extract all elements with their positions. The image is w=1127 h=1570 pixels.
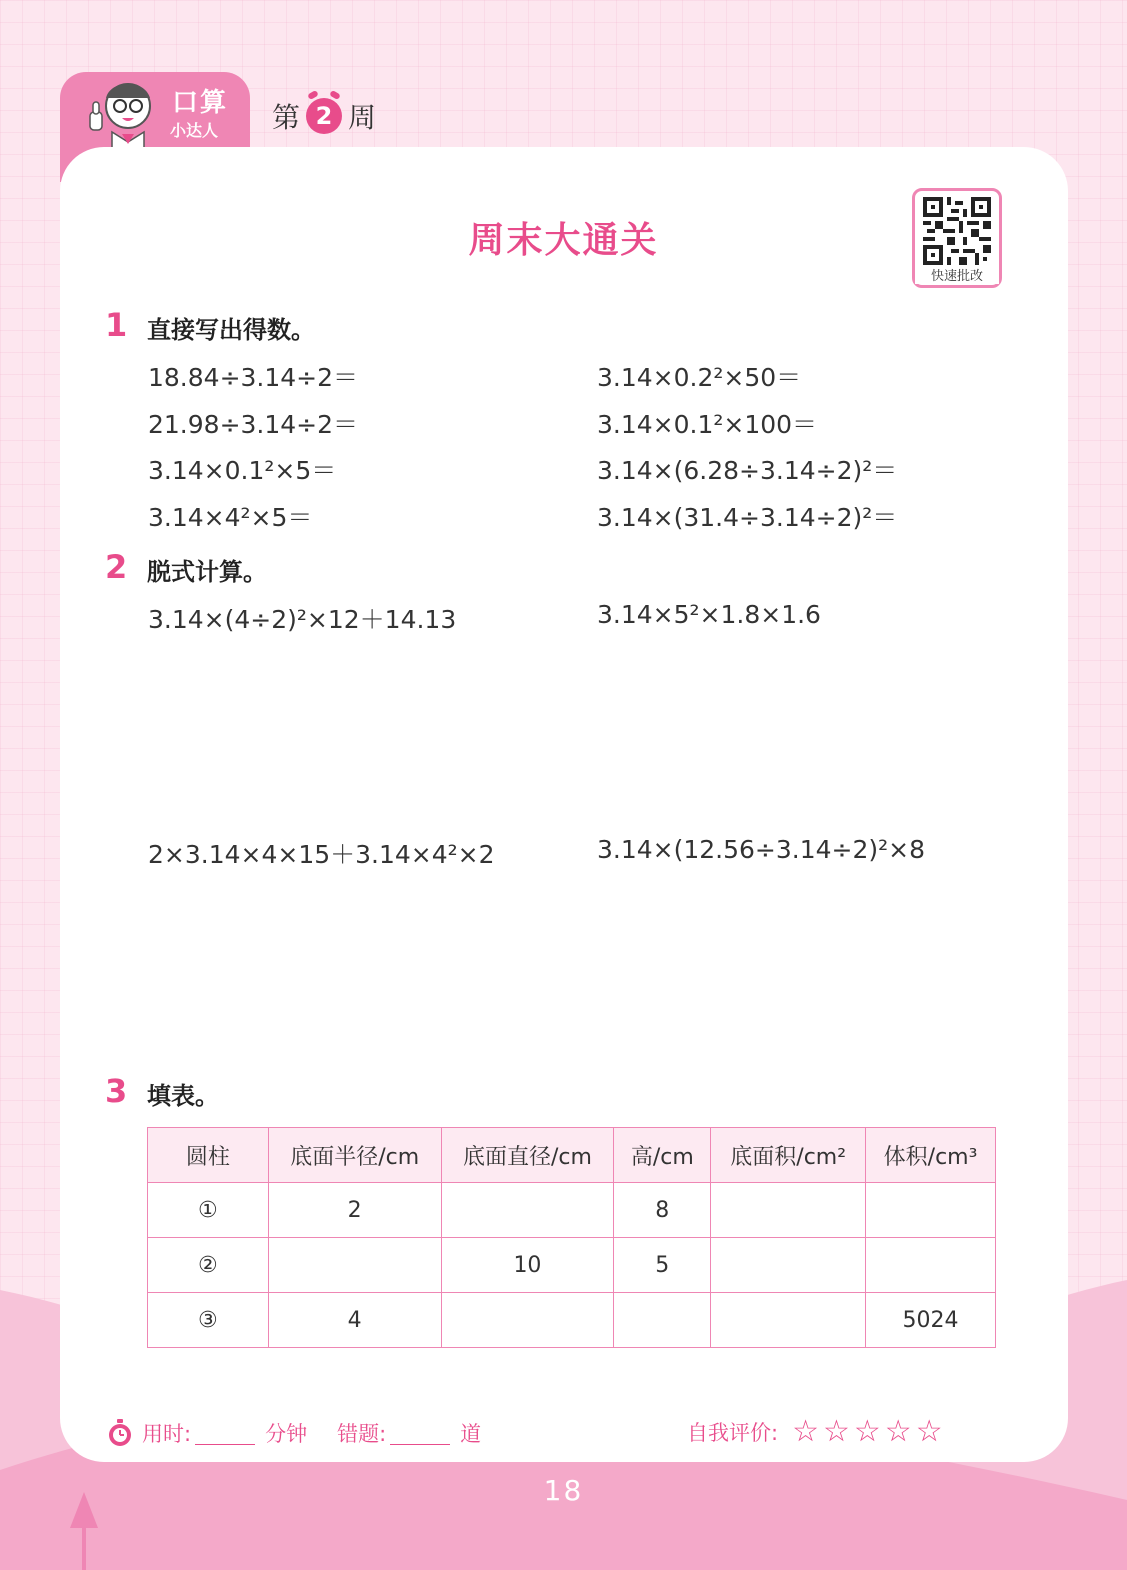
section-2-number: 2 — [105, 548, 128, 586]
table-cell[interactable] — [441, 1183, 614, 1238]
table-row — [148, 1238, 996, 1293]
expr-1-2: 3.14×0.2²×50＝ — [597, 363, 802, 392]
expr-1-7: 3.14×4²×5＝ — [148, 503, 313, 532]
table-header: 高/cm — [614, 1128, 711, 1183]
errors-unit: 道 — [460, 1422, 482, 1446]
cylinder-table — [147, 1127, 996, 1348]
table-cell: 10 — [441, 1238, 614, 1293]
table-cell[interactable] — [711, 1293, 866, 1348]
page-number: 18 — [543, 1474, 584, 1507]
table-cell: 5024 — [866, 1293, 996, 1348]
footer-self-eval — [687, 1414, 943, 1449]
table-cell[interactable] — [268, 1238, 441, 1293]
expr-2-4: 3.14×(12.56÷3.14÷2)²×8 — [597, 835, 926, 864]
star-icon[interactable]: ☆ — [822, 1414, 850, 1449]
table-header-row — [148, 1128, 996, 1183]
qr-label: 快速批改 — [915, 265, 999, 284]
table-cell: 8 — [614, 1183, 711, 1238]
alarm-clock-icon — [306, 98, 342, 134]
table-cell: ① — [148, 1183, 269, 1238]
table-row — [148, 1183, 996, 1238]
badge-title: 口算 — [172, 88, 229, 118]
star-icon[interactable]: ☆ — [915, 1414, 943, 1449]
self-eval-label: 自我评价: — [687, 1420, 779, 1445]
star-icon[interactable]: ☆ — [792, 1414, 819, 1449]
table-cell[interactable] — [866, 1183, 996, 1238]
table-header: 底面半径/cm — [268, 1128, 441, 1183]
section-2-title: 脱式计算。 — [147, 558, 267, 586]
footer-time-errors — [106, 1418, 481, 1448]
table-cell: ② — [148, 1238, 269, 1293]
table-row — [148, 1293, 996, 1348]
expr-2-1: 3.14×(4÷2)²×12＋14.13 — [148, 605, 457, 634]
table-cell: ③ — [148, 1293, 269, 1348]
expr-1-1: 18.84÷3.14÷2＝ — [148, 363, 359, 392]
table-cell[interactable] — [614, 1293, 711, 1348]
section-1-title: 直接写出得数。 — [147, 316, 315, 344]
stopwatch-icon — [106, 1418, 134, 1448]
table-header: 底面积/cm² — [711, 1128, 866, 1183]
week-number: 2 — [315, 102, 333, 130]
errors-blank[interactable] — [390, 1422, 450, 1445]
week-prefix: 第 — [272, 101, 301, 134]
table-header: 圆柱 — [148, 1128, 269, 1183]
section-1-number: 1 — [105, 306, 128, 344]
expr-1-3: 21.98÷3.14÷2＝ — [148, 410, 359, 439]
table-header: 体积/cm³ — [866, 1128, 996, 1183]
star-icon[interactable]: ☆ — [853, 1414, 881, 1449]
table-header: 底面直径/cm — [441, 1128, 614, 1183]
mascot-icon — [82, 72, 162, 150]
page-title: 周末大通关 — [468, 220, 659, 261]
expr-1-8: 3.14×(31.4÷3.14÷2)²＝ — [597, 503, 898, 532]
expr-2-2: 3.14×5²×1.8×1.6 — [597, 600, 821, 629]
time-label: 用时: — [142, 1422, 192, 1446]
qr-code-box[interactable] — [912, 188, 1002, 288]
badge-subtitle: 小达人 — [170, 121, 219, 140]
section-3-title: 填表。 — [147, 1082, 219, 1110]
tree-icon — [56, 1492, 100, 1570]
table-cell[interactable] — [711, 1238, 866, 1293]
expr-2-3: 2×3.14×4×15＋3.14×4²×2 — [148, 840, 495, 869]
table-cell[interactable] — [441, 1293, 614, 1348]
expr-1-5: 3.14×0.1²×5＝ — [148, 456, 337, 485]
table-cell: 5 — [614, 1238, 711, 1293]
errors-label: 错题: — [337, 1422, 387, 1446]
time-unit: 分钟 — [265, 1422, 308, 1446]
week-label — [272, 96, 376, 136]
expr-1-6: 3.14×(6.28÷3.14÷2)²＝ — [597, 456, 898, 485]
time-blank[interactable] — [195, 1422, 255, 1445]
table-cell[interactable] — [711, 1183, 866, 1238]
week-suffix: 周 — [348, 101, 377, 134]
table-cell[interactable] — [866, 1238, 996, 1293]
table-cell: 2 — [268, 1183, 441, 1238]
section-3-number: 3 — [105, 1072, 128, 1110]
qr-code-icon — [923, 197, 991, 265]
table-cell: 4 — [268, 1293, 441, 1348]
expr-1-4: 3.14×0.1²×100＝ — [597, 410, 818, 439]
star-icon[interactable]: ☆ — [884, 1414, 912, 1449]
